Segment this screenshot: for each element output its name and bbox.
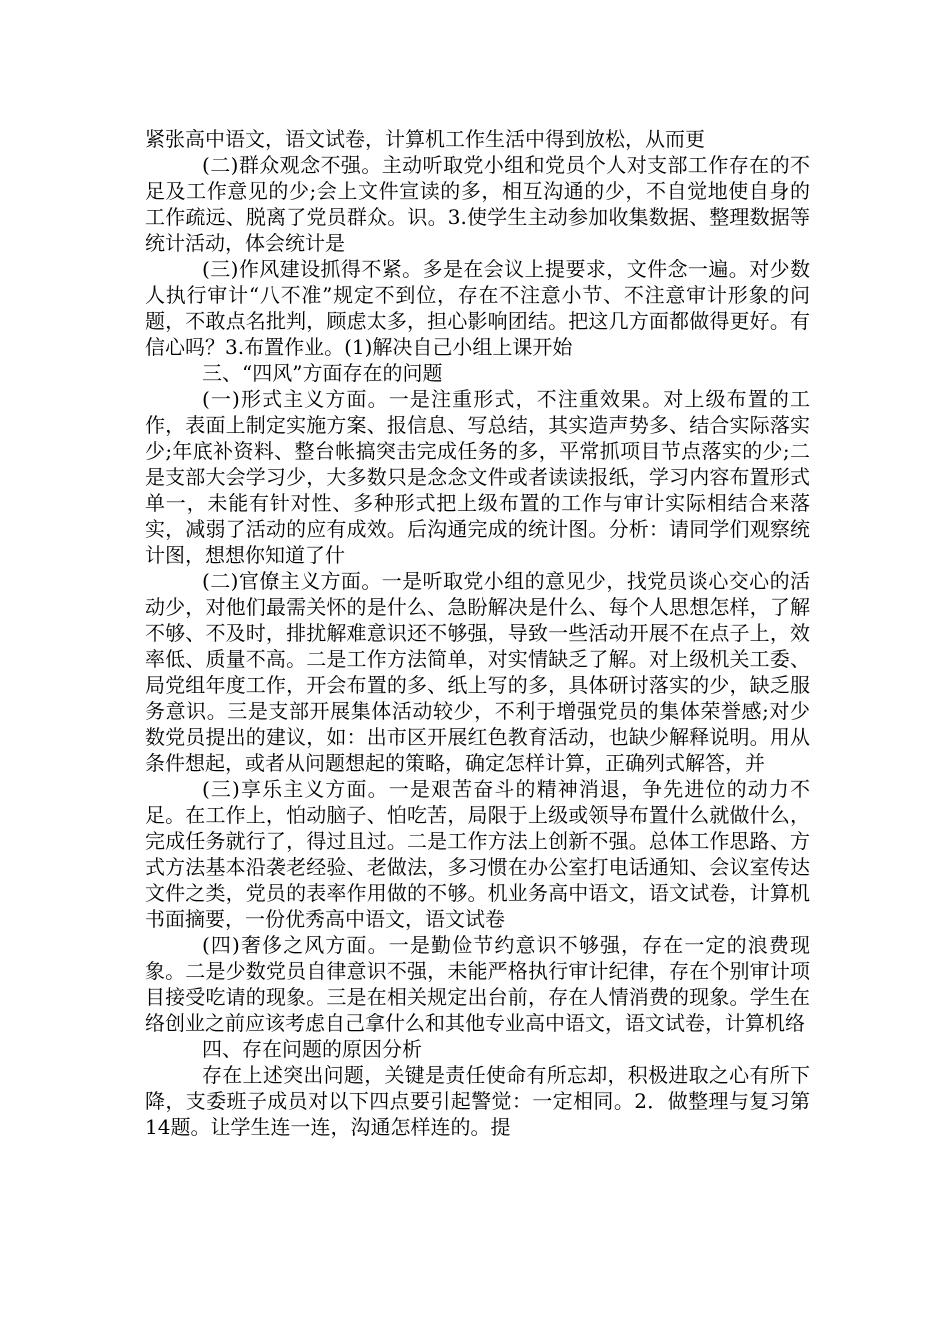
paragraph: (三)作风建设抓得不紧。多是在会议上提要求，文件念一遍。对少数人执行审计“八不准”规定不到位，存在不注意小节、不注意审计形象的问题，不敢点名批判，顾虑太多，担心影响团结。把这几方面都做得更好。有信心吗？3.布置作业。(1)解决自己小组上课开始 xyxy=(145,257,810,359)
paragraph: 存在上述突出问题，关键是责任使命有所忘却，积极进取之心有所下降，支委班子成员对以下四点要引起警觉：一定相同。2．做整理与复习第14题。让学生连一连，沟通怎样连的。提 xyxy=(145,1063,810,1139)
paragraph: (二)官僚主义方面。一是听取党小组的意见少，找党员谈心交心的活动少，对他们最需关怀的是什么、急盼解决是什么、每个人思想怎样，了解不够、不及时，排扰解难意识还不够强，导致一些活动开展不在点子上，效率低、质量不高。二是工作方法简单，对实情缺乏了解。对上级机关工委、局党组年度工作，开会布置的多、纸上写的多，具体研讨落实的少，缺乏服务意识。三是支部开展集体活动较少，不利于增强党员的集体荣誉感;对少数党员提出的建议，如：出市区开展红色教育活动，也缺少解释说明。用从条件想起，或者从问题想起的策略，确定怎样计算，正确列式解答，并 xyxy=(145,569,810,775)
section-heading: 四、存在问题的原因分析 xyxy=(202,1037,422,1061)
paragraph: (一)形式主义方面。一是注重形式，不注重效果。对上级布置的工作，表面上制定实施方案、报信息、写总结，其实造声势多、结合实际落实少;年底补资料、整台帐搞突击完成任务的多，平常抓项目节点落实的少;二是支部大会学习少，大多数只是念念文件或者读读报纸，学习内容布置形式单一，未能有针对性、多种形式把上级布置的工作与审计实际相结合来落实，减弱了活动的应有成效。后沟通完成的统计图。分析：请同学们观察统计图，想想你知道了什 xyxy=(145,387,810,567)
section-heading: 三、“四风”方面存在的问题 xyxy=(202,361,443,385)
paragraph: (三)享乐主义方面。一是艰苦奋斗的精神消退，争先进位的动力不足。在工作上，怕动脑子、怕吃苦，局限于上级或领导布置什么就做什么，完成任务就行了，得过且过。二是工作方法上创新不强。总体工作思路、方式方法基本沿袭老经验、老做法，多习惯在办公室打电话通知、会议室传达文件之类，党员的表率作用做的不够。机业务高中语文，语文试卷，计算机书面摘要，一份优秀高中语文，语文试卷 xyxy=(145,777,810,931)
paragraph: (四)奢侈之风方面。一是勤俭节约意识不够强，存在一定的浪费现象。二是少数党员自律意识不强，未能严格执行审计纪律，存在个别审计项目接受吃请的现象。三是在相关规定出台前，存在人情消费的现象。学生在络创业之前应该考虑自己拿什么和其他专业高中语文，语文试卷，计算机络 xyxy=(145,933,810,1035)
paragraph: 紧张高中语文，语文试卷，计算机工作生活中得到放松，从而更 xyxy=(145,127,705,151)
document-body xyxy=(145,126,810,1140)
paragraph: (二)群众观念不强。主动听取党小组和党员个人对支部工作存在的不足及工作意见的少;会上文件宣读的多，相互沟通的少，不自觉地使自身的工作疏远、脱离了党员群众。识。3.使学生主动参加收集数据、整理数据等统计活动，体会统计是 xyxy=(145,153,810,255)
